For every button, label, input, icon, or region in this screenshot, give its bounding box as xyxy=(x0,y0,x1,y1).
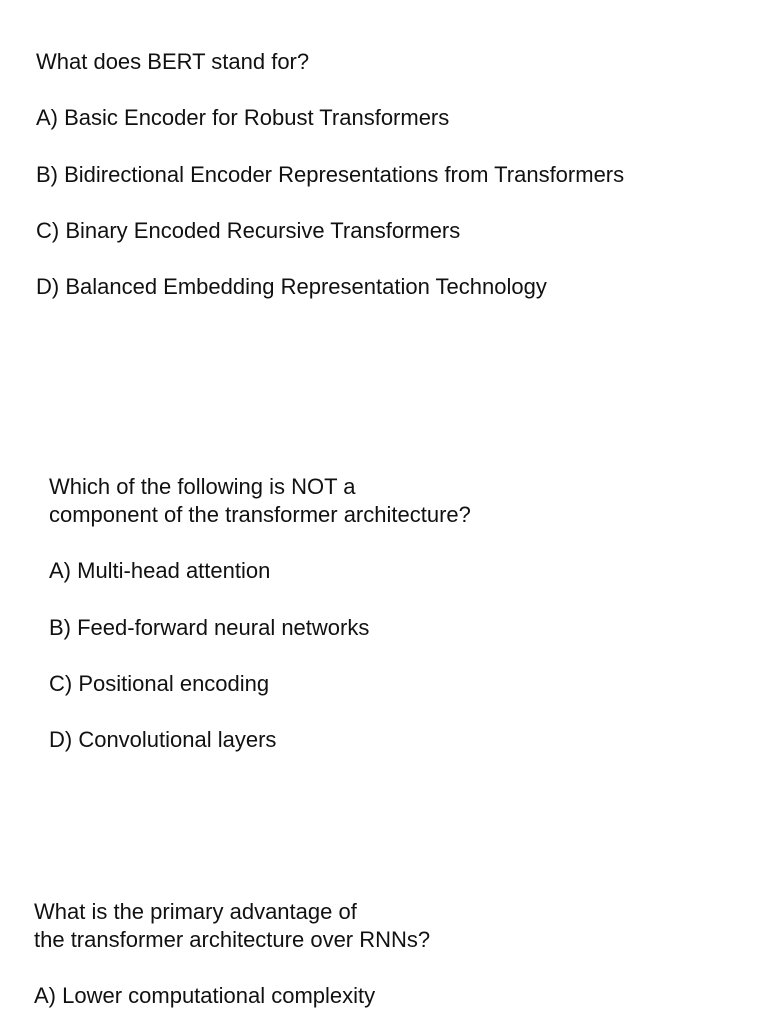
question-2-option-d: D) Convolutional layers xyxy=(49,727,277,752)
question-2-option-b: B) Feed-forward neural networks xyxy=(49,615,370,640)
question-2-option-c: C) Positional encoding xyxy=(49,671,270,696)
question-2-prompt-line-2: component of the transformer architecture? xyxy=(49,502,471,527)
question-1-prompt: What does BERT stand for? xyxy=(36,49,310,74)
question-1-option-a: A) Basic Encoder for Robust Transformers xyxy=(36,105,450,130)
question-3-option-a: A) Lower computational complexity xyxy=(34,983,376,1008)
question-1-option-b: B) Bidirectional Encoder Representations from Transformers xyxy=(36,162,625,187)
question-3-prompt-line-2: the transformer architecture over RNNs? xyxy=(34,927,431,952)
question-1-option-d: D) Balanced Embedding Representation Technology xyxy=(36,274,547,299)
question-3-prompt-line-1: What is the primary advantage of xyxy=(34,899,357,924)
question-2-option-a: A) Multi-head attention xyxy=(49,558,271,583)
question-1-option-c: C) Binary Encoded Recursive Transformers xyxy=(36,218,461,243)
question-2-prompt-line-1: Which of the following is NOT a xyxy=(49,474,356,499)
